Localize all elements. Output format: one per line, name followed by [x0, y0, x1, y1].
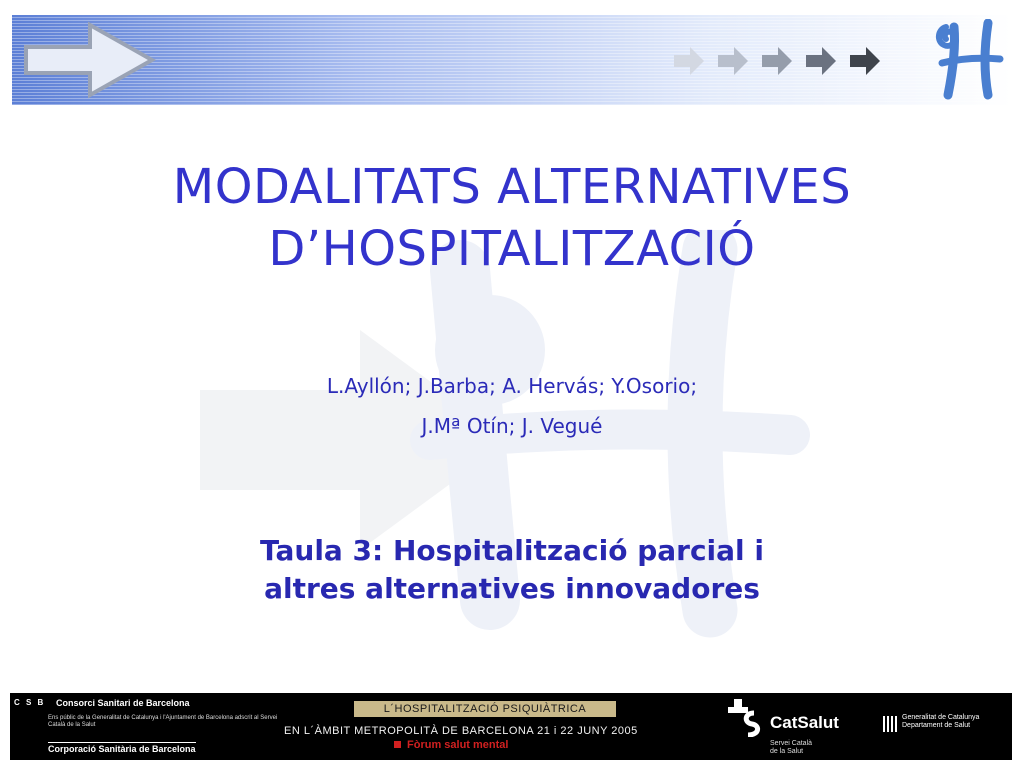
small-arrow-icon: [718, 47, 748, 75]
authors: [0, 366, 1024, 446]
consorci-description: Ens públic de la Generalitat de Catalunya i l'Ajuntament de Barcelona adscrit al Servei Català de la Salut: [48, 715, 278, 728]
small-arrow-icon: [674, 47, 704, 75]
red-square-icon: [394, 741, 401, 748]
gen-line-2: Departament de Salut: [902, 722, 971, 729]
consorci-name: Consorci Sanitari de Barcelona: [56, 698, 190, 708]
generalitat-logo-icon: [882, 715, 898, 733]
subtitle-line-2: altres alternatives innovadores: [264, 572, 760, 605]
subtitle-line-1: Taula 3: Hospitalització parcial i: [260, 534, 764, 567]
small-arrow-icon: [850, 47, 880, 75]
servei-catala: [770, 740, 812, 756]
forum-text: Fòrum salut mental: [407, 739, 509, 751]
authors-line-2: J.Mª Otín; J. Vegué: [421, 414, 603, 438]
catsalut-name: CatSalut: [770, 713, 839, 732]
small-arrow-icon: [806, 47, 836, 75]
forum-label: [394, 739, 508, 751]
event-subtitle: EN L´ÀMBIT METROPOLITÀ DE BARCELONA 21 i 22 JUNY 2005: [284, 725, 638, 737]
slide-subtitle: [0, 532, 1024, 608]
stylized-h-logo-icon: [928, 19, 1012, 101]
small-arrow-icon: [762, 47, 792, 75]
corporacio-name: Corporació Sanitària de Barcelona: [48, 744, 196, 754]
event-title: L´HOSPITALITZACIÓ PSIQUIÀTRICA: [354, 701, 616, 717]
catsalut-logo-icon: [726, 697, 766, 737]
arrow-sequence-icon: [662, 15, 932, 105]
servei-line-2: de la Salut: [770, 748, 804, 755]
title-line-1: MODALITATS ALTERNATIVES: [172, 159, 852, 215]
footer-bar: [10, 693, 1012, 760]
slide-title: [0, 156, 1024, 280]
generalitat-text: [902, 714, 979, 730]
header-banner: [12, 15, 1012, 105]
authors-line-1: L.Ayllón; J.Barba; A. Hervás; Y.Osorio;: [326, 374, 698, 398]
servei-line-1: Servei Català: [770, 740, 813, 747]
gen-line-1: Generalitat de Catalunya: [902, 714, 980, 721]
big-arrow-icon: [20, 19, 160, 101]
title-line-2: D’HOSPITALITZACIÓ: [268, 221, 756, 277]
csb-logo-text: C S B: [14, 698, 46, 707]
